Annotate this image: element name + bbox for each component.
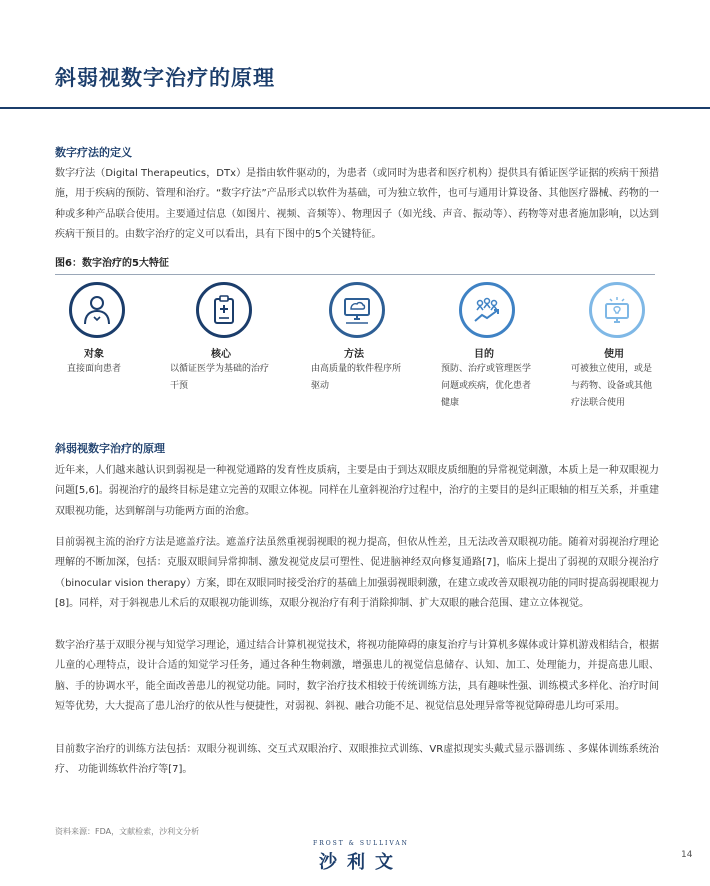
feature-title: 方法	[344, 349, 364, 360]
logo-chinese: 沙利文	[319, 852, 403, 873]
figure-caption: 图6：数字治疗的5大特征	[55, 258, 169, 269]
principle-paragraph-2: 目前弱视主流的治疗方法是遮盖疗法。遮盖疗法虽然重视弱视眼的视力提高，但依从性差，且无法改善双眼视功能。随着对弱视治疗理论理解的不断加深，包括：克服双眼间异常抑制、激发视觉皮层可塑性、促进脑神经双向修复通路[7]，临床上提出了弱视的双眼分视治疗（binocular vision therapy）方案，即在双眼同时接受治疗的基础上加强弱视眼刺激，在建立或改善双眼视功能的同时提高弱视眼视力[8]。同样，对于斜视患儿术后的双眼视功能训练，双眼分视治疗有利于消除抑制、扩大双眼的融合范围、建立立体视觉。	[55, 537, 659, 609]
feature-description: 以循证医学为基础的治疗干预	[170, 364, 270, 391]
feature-title: 核心	[211, 349, 231, 360]
feature-description: 直接面向患者	[67, 364, 122, 374]
monitor-idea-icon	[589, 282, 645, 338]
principle-heading: 斜弱视数字治疗的原理	[55, 442, 165, 455]
page-number: 14	[681, 850, 693, 860]
feature-title: 目的	[474, 349, 494, 360]
principle-paragraph-3: 数字治疗基于双眼分视与知觉学习理论，通过结合计算机视觉技术，将视功能障碍的康复治疗与计算机多媒体或计算机游戏相结合，根据儿童的心理特点，设计合适的知觉学习任务，通过各种生物刺激，增强患儿的视觉信息储存、认知、加工、处理能力，并提高患儿眼、脑、手的协调水平，能全面改善患儿的视觉功能。同时，数字治疗技术相较于传统训练方法，具有趣味性强、训练模式多样化、治疗时间短等优势，大大提高了患儿治疗的依从性与便捷性，对弱视、斜视、融合功能不足、视觉信息处理异常等视觉障碍患儿均可采用。	[55, 640, 659, 712]
title-divider	[0, 107, 710, 109]
patient-icon	[69, 282, 125, 338]
principle-paragraph-1: 近年来，人们越来越认识到弱视是一种视觉通路的发育性皮质病，主要是由于到达双眼皮质细胞的异常视觉刺激，本质上是一种双眼视力问题[5,6]。弱视治疗的最终目标是建立完善的双眼立体视。同样在儿童斜视治疗过程中，治疗的主要目的是纠正眼轴的相互关系，并重建双眼视功能，达到解剖与功能两方面的治愈。	[55, 465, 659, 517]
people-growth-icon	[459, 282, 515, 338]
clipboard-icon	[196, 282, 252, 338]
feature-row	[55, 282, 655, 412]
principle-paragraph-4: 目前数字治疗的训练方法包括：双眼分视训练、交互式双眼治疗、双眼推拉式训练、VR虚拟现实头戴式显示器训练 、多媒体训练系统治疗、 功能训练软件治疗等[7]。	[55, 744, 659, 776]
feature-title: 对象	[84, 349, 104, 360]
definition-heading: 数字疗法的定义	[55, 146, 132, 159]
figure-divider	[55, 274, 655, 275]
feature-description: 预防、治疗或管理医学问题或疾病，优化患者健康	[441, 364, 532, 408]
computer-icon	[329, 282, 385, 338]
feature-description: 可被独立使用，或是与药物、设备或其他疗法联合使用	[571, 364, 653, 408]
page-title: 斜弱视数字治疗的原理	[55, 66, 275, 90]
logo-english: FROST & SULLIVAN	[313, 840, 409, 847]
source-note: 资料来源：FDA，文献检索，沙利文分析	[55, 827, 200, 836]
feature-title: 使用	[604, 349, 624, 360]
feature-description: 由高质量的软件程序所驱动	[311, 364, 402, 391]
definition-paragraph: 数字疗法（Digital Therapeutics，DTx）是指由软件驱动的，为患者（或同时为患者和医疗机构）提供具有循证医学证据的疾病干预措施，用于疾病的预防、管理和治疗。“数字疗法”产品形式以软件为基础，可为独立软件，也可与通用计算设备、其他医疗器械、药物的一种或多种产品联合使用。主要通过信息（如图片、视频、音频等）、物理因子（如光线、声音、振动等）、药物等对患者施加影响，以达到疾病干预目的。由数字治疗的定义可以看出，具有下图中的5个关键特征。	[55, 168, 659, 240]
